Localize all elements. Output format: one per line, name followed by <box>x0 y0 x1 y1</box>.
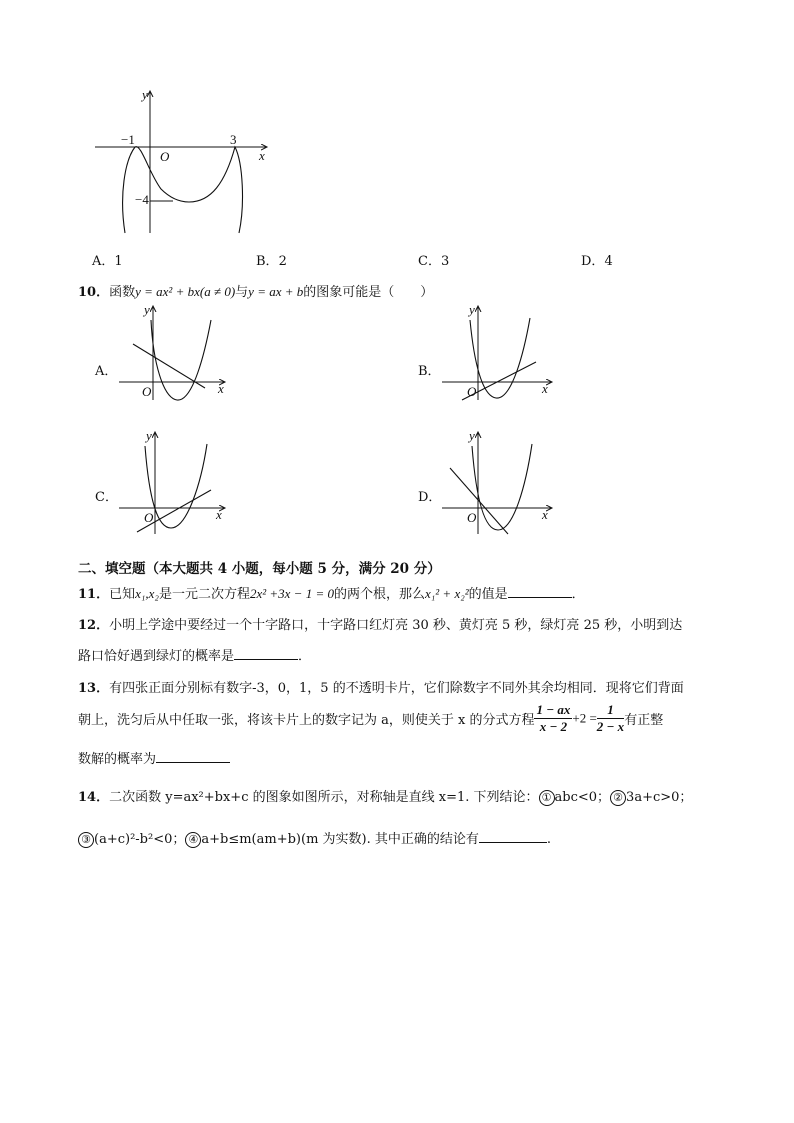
svg-text:x: x <box>218 381 224 396</box>
plus-two: +2 = <box>572 710 597 726</box>
q13-text3: 有正整 <box>624 713 664 728</box>
q12-line1 <box>78 614 682 633</box>
option-value: 2 <box>278 254 287 269</box>
q11-text-c: 的两个根，那么 <box>333 587 425 602</box>
origin-label: O <box>160 149 170 164</box>
q10-text-a: 函数 <box>109 285 136 300</box>
svg-text:y: y <box>146 428 152 443</box>
q11-vars: x₁,x₂ <box>135 586 159 601</box>
q11-text-b: 是一元二次方程 <box>158 587 250 602</box>
circled-number: ② <box>610 790 626 806</box>
q14-line1 <box>78 786 692 806</box>
option-value: 3 <box>440 254 450 269</box>
svg-text:x: x <box>542 507 548 522</box>
circled-number: ③ <box>78 832 94 848</box>
q11-text-a: 已知 <box>109 587 136 602</box>
option-value: 4 <box>604 254 613 269</box>
tick-neg1: −1 <box>121 132 135 147</box>
q12-line2 <box>78 645 311 664</box>
fraction-1: $\frac{1 - ax}{x - 2}$ <box>536 702 571 734</box>
q10-text-b: 与 <box>235 285 249 300</box>
q13-line3 <box>78 748 230 767</box>
q13-text4: 数解的概率为 <box>78 752 157 767</box>
option-value: 1 <box>114 254 123 269</box>
q9-parabola-graph <box>85 85 285 235</box>
q12-text2: 路口恰好遇到绿灯的概率是 <box>78 649 235 664</box>
q10-graph-b[interactable] <box>438 302 568 402</box>
q10-eq1: y = ax² + bx(a ≠ 0) <box>135 284 236 299</box>
statement-1: abc<0； <box>554 790 611 805</box>
q11-question <box>78 583 585 602</box>
period: ． <box>571 587 585 602</box>
question-number: 11． <box>78 587 110 602</box>
svg-text:y: y <box>469 302 475 317</box>
q11-eq: 2x² +3x − 1 = 0 <box>249 586 334 601</box>
question-number: 14． <box>78 790 110 805</box>
period: ． <box>298 649 312 664</box>
statement-4: a+b≤m(am+b)(m 为实数). 其中正确的结论有 <box>201 832 479 847</box>
fraction-2: $\frac{1}{2 - x}$ <box>596 702 625 734</box>
answer-blank[interactable] <box>479 830 547 843</box>
q9-option-b[interactable] <box>256 250 287 269</box>
parabola <box>470 318 530 398</box>
tick-3: 3 <box>230 132 237 147</box>
svg-text:x: x <box>542 381 548 396</box>
parabola-curve <box>123 147 243 233</box>
answer-blank[interactable] <box>156 750 230 763</box>
q10-graph-a[interactable] <box>115 302 235 402</box>
circled-number: ① <box>539 790 555 806</box>
q10-eq2: y = ax + b <box>248 284 304 299</box>
question-number: 12． <box>78 618 110 633</box>
svg-text:O: O <box>467 510 477 525</box>
q10-question <box>78 281 433 300</box>
tick-neg4: −4 <box>135 192 149 207</box>
circled-number: ④ <box>185 832 201 848</box>
svg-text:O: O <box>142 384 152 399</box>
section-header: 二、填空题（本大题共 4 小题，每小题 5 分，满分 20 分） <box>78 561 441 577</box>
x-axis-label: x <box>259 148 265 163</box>
answer-blank[interactable] <box>508 585 572 598</box>
q9-option-a[interactable] <box>92 250 123 269</box>
svg-text:y: y <box>469 428 475 443</box>
option-letter: C． <box>418 254 441 269</box>
q10-text-c: 的图象可能是（ ） <box>303 285 434 300</box>
option-letter: B． <box>256 254 279 269</box>
q13-line1 <box>78 677 684 696</box>
q10-option-b-label[interactable]: B． <box>418 364 441 379</box>
q13-text: 有四张正面分别标有数字-3，0，1，5 的不透明卡片，它们除数字不同外其余均相同．现将它们背面 <box>109 681 684 696</box>
q9-option-d[interactable] <box>581 250 613 269</box>
q11-expr: x₁² + x₂² <box>425 586 469 601</box>
q10-graph-c[interactable] <box>115 428 245 538</box>
svg-text:x: x <box>216 507 222 522</box>
parabola <box>472 444 532 530</box>
q14-text: 二次函数 y=ax²+bx+c 的图象如图所示，对称轴是直线 x=1. 下列结论： <box>109 790 539 805</box>
option-letter: D． <box>581 254 605 269</box>
svg-text:O: O <box>144 510 154 525</box>
q10-graph-d[interactable] <box>438 428 568 538</box>
line <box>450 468 508 534</box>
svg-text:O: O <box>467 384 477 399</box>
statement-2: 3a+c>0； <box>626 790 693 805</box>
q13-line2 <box>78 702 663 735</box>
period: . <box>546 832 552 847</box>
line <box>133 344 205 388</box>
q10-option-d-label[interactable]: D． <box>418 490 442 505</box>
q10-option-c-label[interactable]: C． <box>95 490 118 505</box>
q13-text2: 朝上，洗匀后从中任取一张，将该卡片上的数字记为 a，则使关于 x 的分式方程 <box>78 713 535 728</box>
parabola <box>145 444 207 528</box>
statement-3: (a+c)²-b²<0； <box>94 832 186 847</box>
answer-blank[interactable] <box>234 647 298 660</box>
q9-option-c[interactable] <box>418 250 449 269</box>
q10-option-a-label[interactable]: A． <box>95 364 118 379</box>
svg-text:y: y <box>144 302 150 317</box>
question-number: 13． <box>78 681 110 696</box>
y-axis-label: y <box>142 87 148 102</box>
q12-text: 小明上学途中要经过一个十字路口，十字路口红灯亮 30 秒、黄灯亮 5 秒，绿灯亮 25 秒，小明到达 <box>109 618 683 633</box>
q11-text-d: 的值是 <box>468 587 508 602</box>
q14-line2 <box>78 828 551 848</box>
question-number: 10． <box>78 285 110 300</box>
line <box>462 362 536 400</box>
option-letter: A． <box>92 254 115 269</box>
